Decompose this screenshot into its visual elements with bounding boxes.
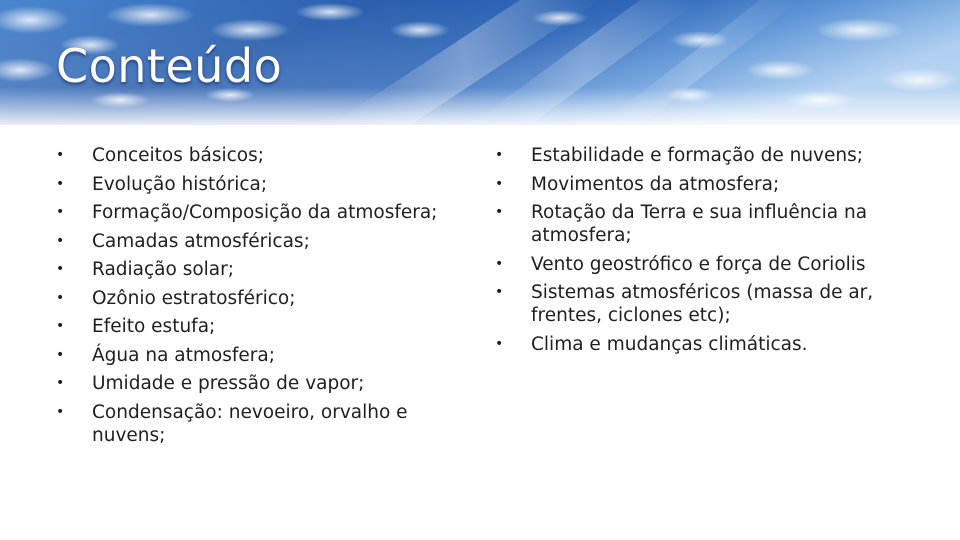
list-item <box>54 401 464 447</box>
list-item-text: Rotação da Terra e sua influência na atmosfera; <box>531 202 868 246</box>
bullet-icon: • <box>56 403 65 420</box>
bullet-icon: • <box>56 175 65 192</box>
bullet-icon: • <box>56 261 65 277</box>
bullet-icon: • <box>495 284 504 300</box>
list-item <box>54 144 464 167</box>
list-item <box>493 173 913 196</box>
list-item <box>493 333 913 356</box>
sky-banner <box>0 0 960 125</box>
slide-title: Conteúdo <box>56 39 283 93</box>
list-item-text: Camadas atmosféricas; <box>92 230 310 252</box>
list-item <box>54 258 464 281</box>
list-item <box>54 287 464 310</box>
list-item-text: Efeito estufa; <box>92 316 216 337</box>
list-item-text: Água na atmosfera; <box>92 344 275 366</box>
bullet-icon: • <box>56 147 65 163</box>
list-item-text: Umidade e pressão de vapor; <box>92 373 365 394</box>
list-item-text: Clima e mudanças climáticas. <box>531 333 808 355</box>
bullet-icon: • <box>56 289 65 306</box>
bullet-icon: • <box>495 335 504 352</box>
list-item <box>493 144 913 167</box>
list-item <box>54 315 464 338</box>
list-item-text: Ozônio estratosférico; <box>92 287 296 309</box>
list-item-text: Estabilidade e formação de nuvens; <box>531 145 863 166</box>
right-bullet-list <box>493 144 913 361</box>
left-bullet-list <box>54 144 464 452</box>
bullet-icon: • <box>495 204 504 220</box>
list-item-text: Sistemas atmosféricos (massa de ar, frentes, ciclones etc); <box>531 282 874 326</box>
list-item <box>54 230 464 253</box>
list-item <box>493 253 913 276</box>
list-item <box>493 281 913 327</box>
list-item <box>54 201 464 224</box>
list-item-text: Condensação: nevoeiro, orvalho e nuvens; <box>92 401 408 446</box>
list-item <box>54 372 464 395</box>
list-item-text: Movimentos da atmosfera; <box>531 173 780 195</box>
list-item-text: Formação/Composição da atmosfera; <box>92 202 438 223</box>
bullet-icon: • <box>495 147 504 163</box>
list-item-text: Conceitos básicos; <box>92 145 264 166</box>
bullet-icon: • <box>56 232 65 249</box>
bullet-icon: • <box>495 175 504 192</box>
bullet-icon: • <box>56 204 65 220</box>
list-item <box>54 173 464 196</box>
bullet-icon: • <box>56 318 65 334</box>
list-item-text: Evolução histórica; <box>92 173 268 195</box>
bullet-icon: • <box>56 346 65 363</box>
bullet-icon: • <box>56 375 65 391</box>
list-item <box>493 201 913 247</box>
bullet-icon: • <box>495 255 504 272</box>
list-item-text: Vento geostrófico e força de Coriolis <box>531 253 866 275</box>
list-item <box>54 344 464 367</box>
list-item-text: Radiação solar; <box>92 259 234 280</box>
